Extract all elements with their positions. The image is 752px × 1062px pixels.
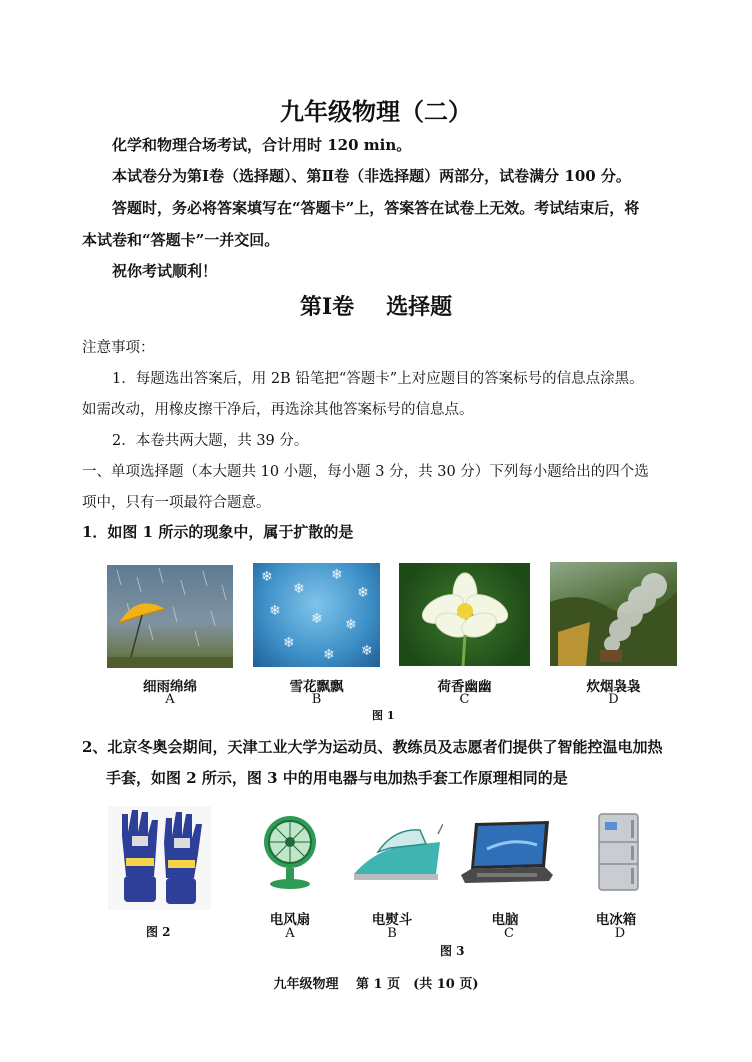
laptop-computer-image [457, 819, 554, 893]
section-name: 选择题 [386, 294, 453, 320]
intro-line-2: 本试卷分为第Ⅰ卷（选择题）、第Ⅱ卷（非选择题）两部分，试卷满分 100 分。 [112, 167, 631, 185]
figure-2-label: 图 2 [146, 925, 171, 939]
q1-option-a-letter: A [165, 692, 175, 707]
q1-option-b-letter: B [311, 692, 322, 707]
notice-line-1: 1．每题选出答案后，用 2B 铅笔把“答题卡”上对应题目的答案标号的信息点涂黑。 [112, 371, 644, 387]
q2-option-a-letter: A [285, 926, 295, 941]
rain-umbrella-image [107, 565, 233, 668]
figure-3-label: 图 3 [440, 944, 465, 958]
snowflakes-image [253, 563, 380, 667]
q2-option-c-caption: 电脑 [491, 912, 519, 928]
notice-heading: 注意事项： [82, 340, 155, 356]
q2-option-a-caption: 电风扇 [269, 912, 311, 928]
q2-option-b-letter: B [387, 926, 397, 941]
svg-text:❄: ❄ [293, 581, 305, 597]
svg-text:❄: ❄ [357, 585, 369, 601]
exam-title: 九年级物理（二） [280, 97, 472, 126]
heated-gloves-image [108, 806, 211, 910]
svg-text:❄: ❄ [311, 611, 323, 627]
intro-line-1: 化学和物理合场考试，合计用时 120 min。 [112, 136, 412, 154]
q2-option-d-letter: D [614, 926, 626, 941]
svg-text:❄: ❄ [345, 617, 357, 633]
intro-line-4: 本试卷和“答题卡”一并交回。 [82, 231, 280, 249]
lotus-flower-image [399, 563, 530, 666]
svg-text:❄: ❄ [331, 567, 343, 583]
svg-text:❄: ❄ [269, 603, 281, 619]
q2-option-b-caption: 电熨斗 [371, 912, 413, 928]
figure-1-label: 图 1 [372, 709, 395, 722]
intro-line-5: 祝你考试顺利！ [112, 262, 218, 280]
q1-option-b-caption: 雪花飘飘 [289, 679, 344, 695]
q1-stem: 1．如图 1 所示的现象中，属于扩散的是 [82, 523, 354, 541]
part1-line-1: 一、单项选择题（本大题共 10 小题，每小题 3 分，共 30 分）下列每小题给出的四个选 [82, 464, 649, 480]
q1-option-d-letter: D [608, 692, 619, 707]
q2-option-c-letter: C [504, 926, 514, 941]
part1-line-2: 项中，只有一项最符合题意。 [82, 495, 271, 511]
section-heading [0, 290, 752, 321]
svg-text:❄: ❄ [361, 643, 373, 659]
intro-line-3: 答题时，务必将答案填写在“答题卡”上，答案答在试卷上无效。考试结束后，将 [112, 199, 640, 217]
q2-stem-line-2: 手套，如图 2 所示，图 3 中的用电器与电加热手套工作原理相同的是 [106, 769, 568, 787]
notice-line-2: 如需改动，用橡皮擦干净后，再选涂其他答案标号的信息点。 [82, 402, 474, 418]
q2-option-d-caption: 电冰箱 [595, 912, 637, 928]
q1-option-c-letter: C [459, 692, 470, 707]
cooking-smoke-image [550, 562, 677, 666]
page-footer: 九年级物理 第 1 页 (共 10 页) [273, 977, 479, 992]
q2-stem-line-1: 2、北京冬奥会期间，天津工业大学为运动员、教练员及志愿者们提供了智能控温电加热 [82, 738, 663, 756]
svg-text:❄: ❄ [323, 647, 335, 663]
notice-line-3: 2．本卷共两大题，共 39 分。 [112, 433, 309, 449]
svg-text:❄: ❄ [261, 569, 273, 585]
electric-fan-image [258, 812, 322, 890]
q1-option-d-caption: 炊烟袅袅 [586, 679, 641, 695]
q1-option-a-caption: 细雨绵绵 [143, 679, 197, 695]
electric-iron-image [350, 822, 443, 888]
refrigerator-image [597, 812, 640, 892]
svg-text:❄: ❄ [283, 635, 295, 651]
q1-option-c-caption: 荷香幽幽 [437, 679, 492, 695]
section-part: 第Ⅰ卷 [299, 294, 355, 320]
